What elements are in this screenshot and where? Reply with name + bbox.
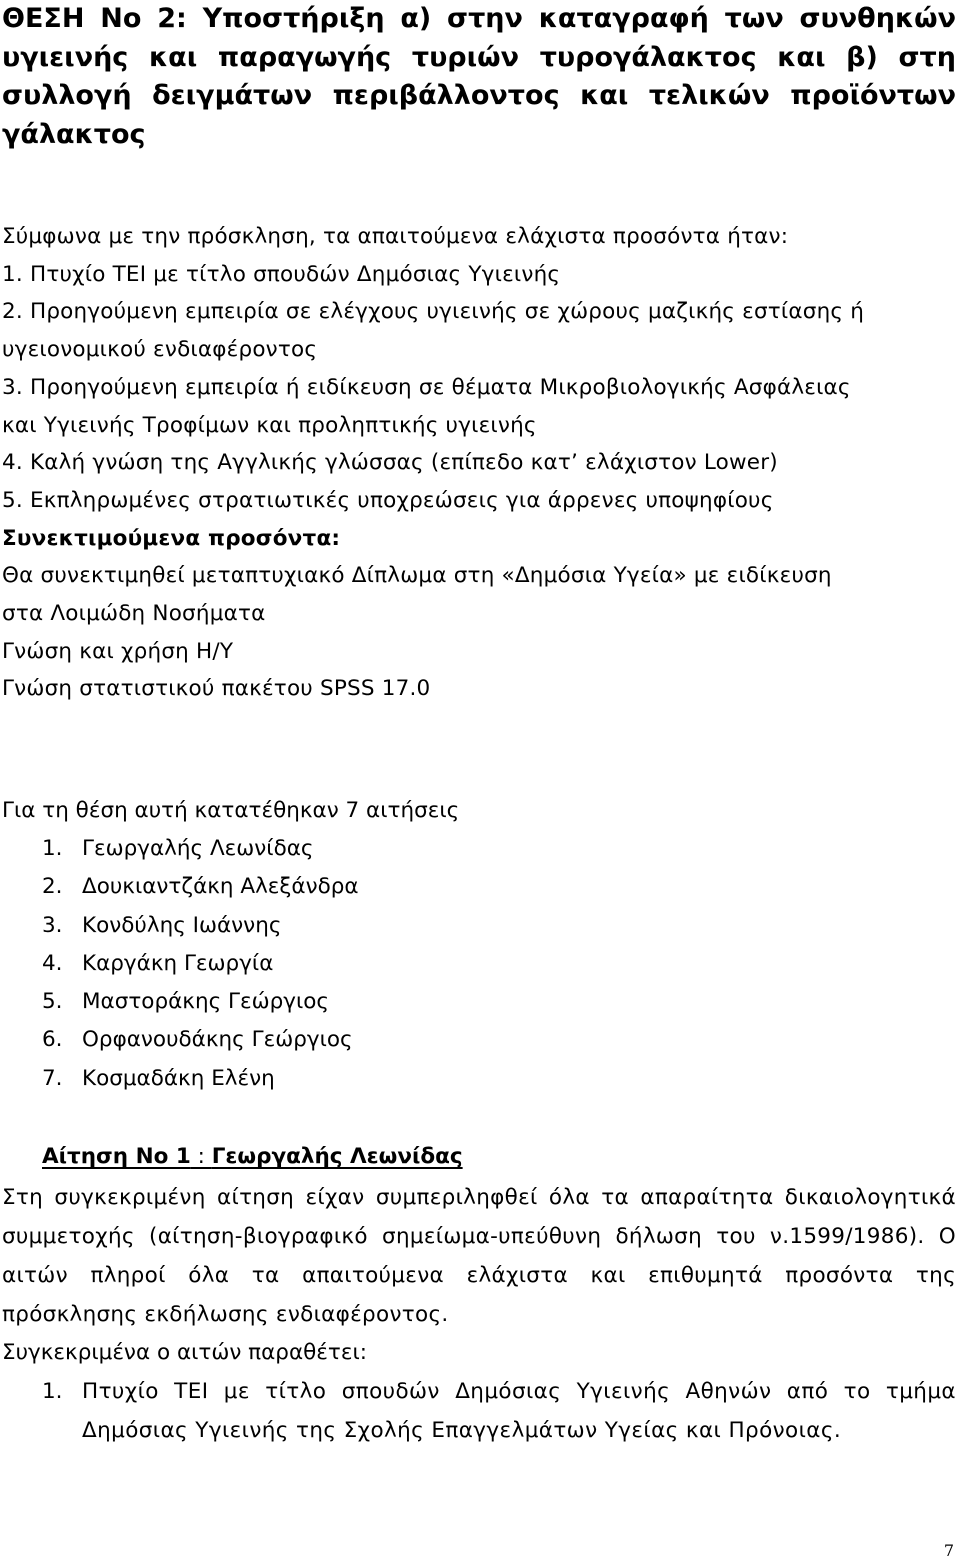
- applicant-name: Μαστοράκης Γεώργιος: [82, 989, 330, 1015]
- page-number: 7: [943, 1541, 954, 1560]
- required-qualification: 5. Εκπληρωμένες στρατιωτικές υποχρεώσεις για άρρενες υποψηφίους: [2, 487, 774, 513]
- preferred-qualification: Γνώση στατιστικού πακέτου SPSS 17.0: [2, 676, 431, 702]
- list-number: 5.: [42, 989, 63, 1015]
- applicant-name: Κοσμαδάκη Ελένη: [82, 1065, 275, 1091]
- preferred-qualifications-heading: Συνεκτιμούμενα προσόντα:: [2, 525, 341, 551]
- preferred-qualification: στα Λοιμώδη Νοσήματα: [2, 601, 266, 627]
- list-item: [42, 983, 359, 1021]
- applicant-qualifications-list: [42, 1372, 956, 1450]
- list-item: [42, 1021, 359, 1059]
- specifically-line: Συγκεκριμένα ο αιτών παραθέτει:: [2, 1340, 367, 1365]
- list-item: [42, 1372, 956, 1450]
- required-qualification: 4. Καλή γνώση της Αγγλικής γλώσσας (επίπεδο κατ’ ελάχιστον Lower): [2, 450, 778, 476]
- position-title: ΘΕΣΗ Νο 2: Υποστήριξη α) στην καταγραφή των συνθηκών υγιεινής και παραγωγής τυριών τυρογάλακτος και β) στη συλλογή δειγμάτων περιβάλλοντος και τελικών προϊόντων γάλακτος: [2, 3, 956, 150]
- applicant-name: Καργάκη Γεωργία: [82, 950, 274, 976]
- list-item: [42, 830, 359, 868]
- required-qualification: και Υγιεινής Τροφίμων και προληπτικής υγιεινής: [2, 412, 537, 438]
- list-item: [42, 1060, 359, 1098]
- preferred-qualification: Θα συνεκτιμηθεί μεταπτυχιακό Δίπλωμα στη «Δημόσια Υγεία» με ειδίκευση: [2, 563, 832, 589]
- applications-intro: Για τη θέση αυτή κατατέθηκαν 7 αιτήσεις: [2, 798, 460, 823]
- required-qualification: 3. Προηγούμενη εμπειρία ή ειδίκευση σε θέματα Μικροβιολογικής Ασφάλειας: [2, 374, 851, 400]
- list-number: 2.: [42, 874, 63, 900]
- list-item: [42, 907, 359, 945]
- required-qualification: υγειονομικού ενδιαφέροντος: [2, 337, 318, 363]
- list-item: [42, 945, 359, 983]
- required-qualification: 2. Προηγούμενη εμπειρία σε ελέγχους υγιεινής σε χώρους μαζικής εστίασης ή: [2, 299, 865, 325]
- application-label: Αίτηση Νο 1: [42, 1144, 191, 1169]
- applicant-name: Ορφανουδάκης Γεώργιος: [82, 1027, 353, 1053]
- applicants-list: [42, 830, 359, 1098]
- applicant-name: Κονδύλης Ιωάννης: [82, 912, 282, 938]
- qualifications-intro: Σύμφωνα με την πρόσκληση, τα απαιτούμενα ελάχιστα προσόντα ήταν:: [2, 224, 789, 249]
- qualifications-section: [2, 218, 956, 708]
- application-name: Γεωργαλής Λεωνίδας: [211, 1144, 463, 1169]
- list-number: 7.: [42, 1065, 63, 1091]
- applicant-name: Δουκιαντζάκη Αλεξάνδρα: [82, 874, 359, 900]
- list-number: 1.: [42, 836, 63, 861]
- required-qualification: 1. Πτυχίο ΤΕΙ με τίτλο σπουδών Δημόσιας Υγιεινής: [2, 261, 561, 287]
- preferred-qualification: Γνώση και χρήση Η/Υ: [2, 638, 234, 664]
- list-item-text: Πτυχίο ΤΕΙ με τίτλο σπουδών Δημόσιας Υγιεινής Αθηνών από το τμήμα Δημόσιας Υγιεινής της Σχολής Επαγγελμάτων Υγείας και Πρόνοιας.: [82, 1379, 956, 1443]
- application-heading: [42, 1138, 463, 1176]
- list-number: 3.: [42, 912, 63, 938]
- list-item: [42, 868, 359, 906]
- application-separator: :: [190, 1144, 212, 1169]
- list-number: 6.: [42, 1027, 63, 1053]
- applicant-name: Γεωργαλής Λεωνίδας: [82, 836, 314, 861]
- list-number: 1.: [42, 1379, 63, 1404]
- application-paragraph: Στη συγκεκριμένη αίτηση είχαν συμπεριληφθεί όλα τα απαραίτητα δικαιολογητικά συμμετοχής (αίτηση-βιογραφικό σημείωμα-υπεύθυνη δήλωση του ν.1599/1986). Ο αιτών πληροί όλα τα απαιτούμενα ελάχιστα και επιθυμητά προσόντα της πρόσκλησης εκδήλωσης ενδιαφέροντος.: [2, 1185, 956, 1327]
- list-number: 4.: [42, 950, 63, 976]
